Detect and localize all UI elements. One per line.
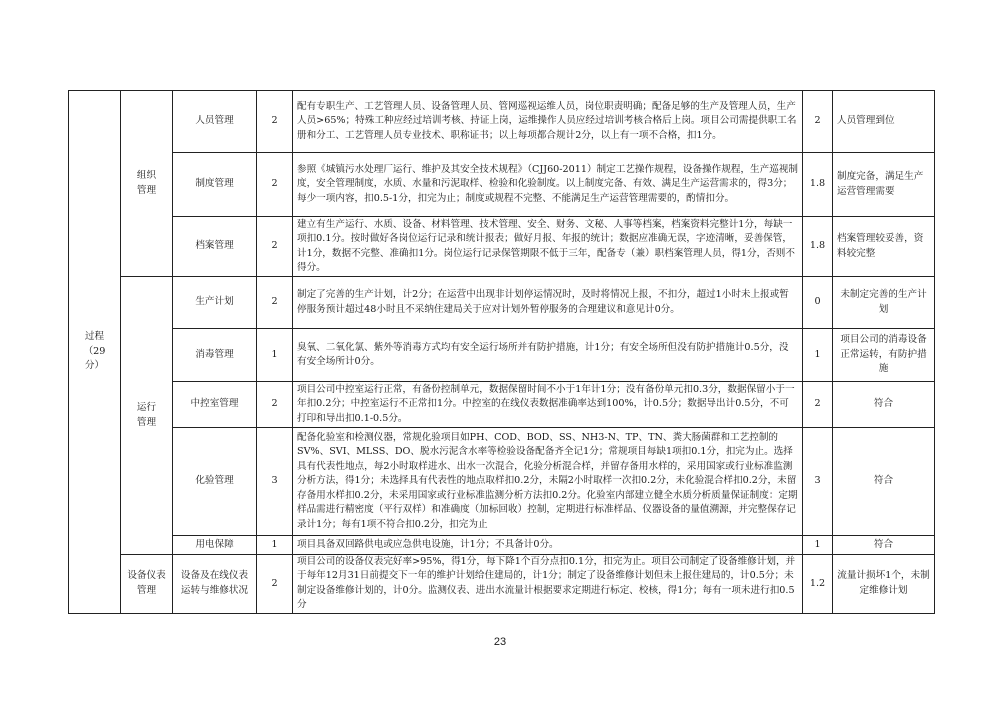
item-remark: 符合 xyxy=(833,382,935,428)
item-points: 2 xyxy=(257,382,293,428)
item-name: 用电保障 xyxy=(173,536,257,555)
item-points: 2 xyxy=(257,277,293,329)
item-score: 1.8 xyxy=(803,153,833,217)
item-points: 2 xyxy=(257,555,293,614)
item-name: 中控室管理 xyxy=(173,382,257,428)
item-score: 2 xyxy=(803,91,833,153)
item-standard: 参照《城镇污水处理厂运行、维护及其安全技术规程》（CJJ60-2011）制定工艺操作规程，设备操作规程，生产巡视制度，安全管理制度，水质、水量和污泥取样、检验和化验制度。以上制度完备、有效、满足生产运营需求的，得3分；每少一项内容，扣0.5-1分，扣完为止；制度或规程不完整、不能满足生产运营管理需要的，酌情扣分。 xyxy=(293,153,803,217)
item-points: 1 xyxy=(257,536,293,555)
item-remark: 人员管理到位 xyxy=(833,91,935,153)
item-standard: 项目公司中控室运行正常，有备份控制单元，数据保留时间不小于1年计1分；没有备份单元扣0.3分，数据保留小于一年扣0.2分；中控室运行不正常扣1分。中控室的在线仪表数据准确率达到100%，计0.5分；数据导出计0.5分，不可打印和导出扣0.1-0.5分。 xyxy=(293,382,803,428)
item-score: 1 xyxy=(803,536,833,555)
item-points: 2 xyxy=(257,217,293,277)
item-name: 生产计划 xyxy=(173,277,257,329)
page-number: 23 xyxy=(493,636,507,648)
item-remark: 流量计损坏1个，未制定维修计划 xyxy=(833,555,935,614)
item-remark: 符合 xyxy=(833,536,935,555)
item-remark: 未制定完善的生产计划 xyxy=(833,277,935,329)
item-standard: 项目公司的设备仪表完好率>95%，得1分，每下降1个百分点扣0.1分，扣完为止。项目公司制定了设备维修计划，并于每年12月31日前提交下一年的维护计划给住建局的，计1分；制定了设备维修计划但未上报住建局的，计0.5分；未制定设备维修计划的，计0分。监测仪表、进出水流量计根据要求定期进行标定、校核，得1分；每有一项未进行扣0.5分 xyxy=(293,555,803,614)
evaluation-table xyxy=(68,90,935,614)
item-standard: 制定了完善的生产计划，计2分；在运营中出现非计划停运情况时，及时将情况上报，不扣分，超过1小时未上报或暂停服务预计超过48小时且不采纳住建局关于应对计划外暂停服务的合理建议和意见计0分。 xyxy=(293,277,803,329)
item-standard: 配有专职生产、工艺管理人员、设备管理人员、管网巡视运维人员，岗位职责明确；配备足够的生产及管理人员，生产人员>65%；特殊工种应经过培训考核、持证上岗，运维操作人员应经过培训考核合格后上岗。项目公司需提供职工名册和分工、工艺管理人员专业技术、职称证书；以上每项都合规计2分，以上有一项不合格，扣1分。 xyxy=(293,91,803,153)
item-score: 0 xyxy=(803,277,833,329)
item-standard: 项目具备双回路供电或应急供电设施，计1分；不具备计0分。 xyxy=(293,536,803,555)
item-remark: 档案管理较妥善，资料较完整 xyxy=(833,217,935,277)
item-points: 3 xyxy=(257,428,293,536)
item-name: 设备及在线仪表运转与维修状况 xyxy=(173,555,257,614)
item-standard: 臭氧、二氧化氯、紫外等消毒方式均有安全运行场所并有防护措施，计1分；有安全场所但没有防护措施计0.5分，没有安全场所计0分。 xyxy=(293,329,803,382)
section-score: （29 xyxy=(83,345,106,357)
item-score: 1 xyxy=(803,329,833,382)
item-score: 1.8 xyxy=(803,217,833,277)
item-score: 1.2 xyxy=(803,555,833,614)
section-unit: 分） xyxy=(84,360,105,372)
section-cell xyxy=(69,91,121,614)
item-name: 化验管理 xyxy=(173,428,257,536)
item-score: 3 xyxy=(803,428,833,536)
item-name: 制度管理 xyxy=(173,153,257,217)
item-name: 人员管理 xyxy=(173,91,257,153)
item-score: 2 xyxy=(803,382,833,428)
item-remark: 项目公司的消毒设备正常运转，有防护措施 xyxy=(833,329,935,382)
group-org-management: 组织 管理 xyxy=(121,91,173,277)
item-remark: 制度完备，满足生产运营管理需要 xyxy=(833,153,935,217)
item-points: 1 xyxy=(257,329,293,382)
group-operation-management: 运行 管理 xyxy=(121,277,173,555)
section-label: 过程 xyxy=(84,331,105,343)
item-standard: 建立有生产运行、水质、设备、材料管理、技术管理、安全、财务、文秘、人事等档案，档案资料完整计1分，每缺一项扣0.1分。按时做好各岗位运行记录和统计报表；做好月报、年报的统计；数据应准确无误，字迹清晰，妥善保管，计1分，数据不完整、准确扣1分。岗位运行记录保管期限不低于三年，配备专（兼）职档案管理人员，得1分，否则不得分。 xyxy=(293,217,803,277)
item-remark: 符合 xyxy=(833,428,935,536)
item-points: 2 xyxy=(257,153,293,217)
group-equipment-management: 设备仪表 管理 xyxy=(121,555,173,614)
item-name: 消毒管理 xyxy=(173,329,257,382)
item-points: 2 xyxy=(257,91,293,153)
item-name: 档案管理 xyxy=(173,217,257,277)
item-standard: 配备化验室和检测仪器，常规化验项目如PH、COD、BOD、SS、NH3-N、TP、TN、粪大肠菌群和工艺控制的SV%、SVI、MLSS、DO、脱水污泥含水率等检验设备配备齐全记1分；常规项目每缺1项扣0.1分，扣完为止。选择具有代表性地点，每2小时取样进水、出水一次混合，化验分析混合样，并留存备用水样的，采用国家或行业标准监测分析方法，得1分；未选择具有代表性的地点取样扣0.2分，未隔2小时取样一次扣0.2分，未化验混合样扣0.2分，未留存备用水样扣0.2分，未采用国家或行业标准监测分析方法扣0.2分。化验室内部建立健全水质分析质量保证制度：定期样品需进行精密度（平行双样）和准确度（加标回收）控制，定期进行标准样品、仪器设备的量值溯源，并完整保存记录计1分；每有1项不符合扣0.2分，扣完为止 xyxy=(293,428,803,536)
